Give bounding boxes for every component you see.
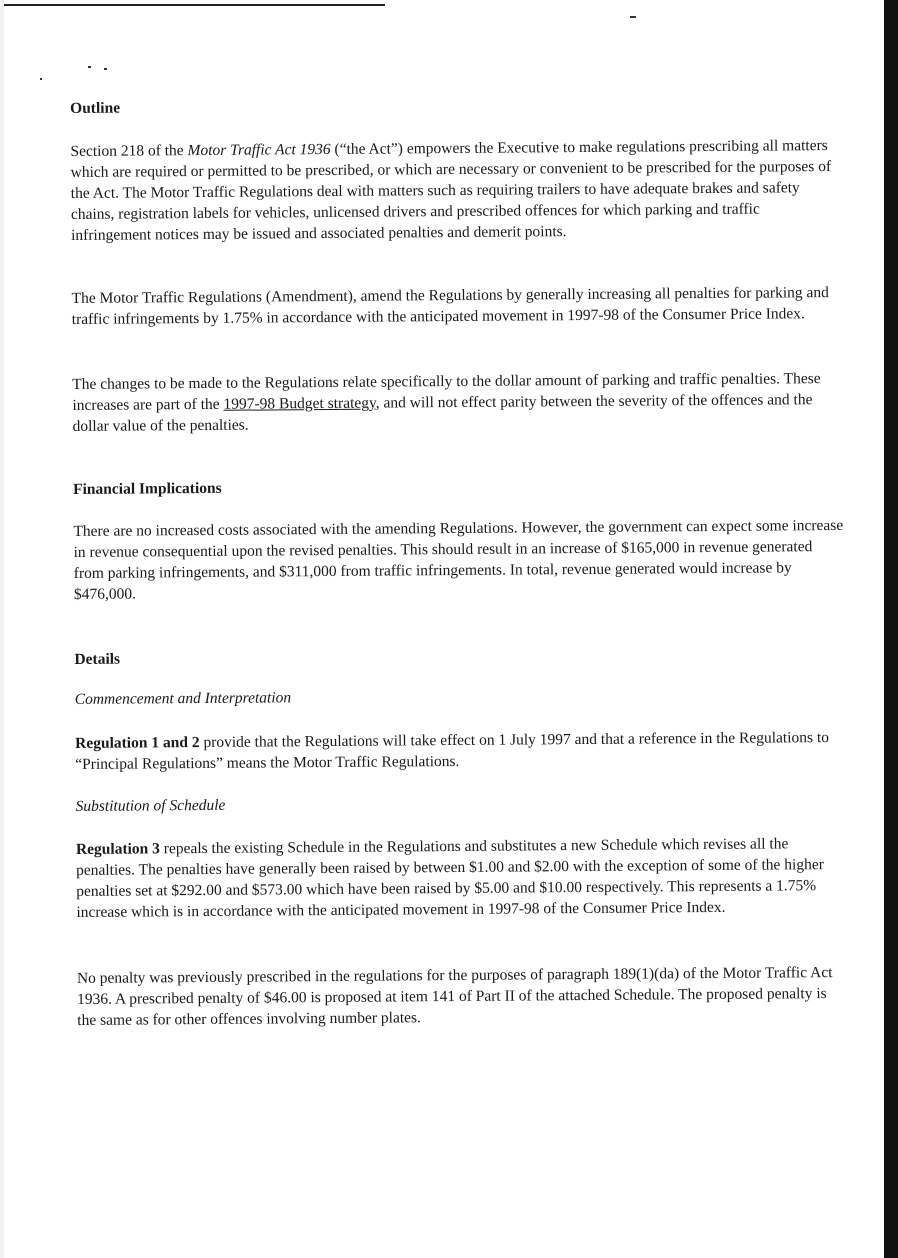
scan-edge-left [0, 0, 4, 1258]
details-heading: Details [74, 650, 121, 668]
outline-p1-pre: Section 218 of the [70, 142, 188, 160]
outline-p1-post: (“the Act”) empowers the Executive to make regulations prescribing all matters which are required or permitted to be prescribed, or which are necessary or convenient to be prescribed for the purposes of the Act. The Motor Traffic Regulations deal with matters such as requiring trailers to have adequate brakes and safety chains, registration labels for vehicles, unlicensed drivers and prescribed offences for which parking and traffic infringement notices may be issued and associated penalties and demerit points. [70, 137, 832, 244]
regulation-3-label: Regulation 3 [75, 840, 160, 858]
financial-paragraph: There are no increased costs associated with the amending Regulations. However, the government can expect some increase in revenue consequential upon the revised penalties. This should result in an increase of $165,000 in revenue generated from parking infringements, and $311,000 from traffic infringements. In total, revenue generated would increase by $476,000. [73, 516, 844, 603]
regulation-3-paragraph [76, 833, 847, 923]
budget-strategy-link: 1997-98 Budget strategy [223, 394, 376, 413]
outline-paragraph-2: The Motor Traffic Regulations (Amendment), amend the Regulations by generally increasing all penalties for parking and traffic infringements by 1.75% in accordance with the anticipated movement in 1997-98 of the Consumer Price Index. [71, 284, 829, 328]
details-section [74, 645, 844, 669]
substitution-subheading: Substitution of Schedule [75, 796, 226, 815]
scan-speck [630, 16, 636, 18]
document-body [70, 90, 844, 1029]
scan-speck [104, 68, 107, 70]
regulation-3-text: repeals the existing Schedule in the Regulations and substitutes a new Schedule which revises all the penalties. The penalties have generally been raised by between $1.00 and $2.00 with the exception of some of the higher penalties set at $292.00 and $573.00 which have been raised by $5.00 and $10.00 respectively. This represents a 1.75% increase which is in accordance with the anticipated movement in 1997-98 of the Consumer Price Index. [76, 835, 824, 921]
outline-paragraph-3 [72, 368, 842, 437]
scan-speck [40, 78, 42, 80]
regulation-1-2-paragraph [75, 727, 845, 775]
scan-edge-top [0, 4, 385, 6]
scan-speck [88, 66, 91, 68]
outline-paragraph-1 [70, 135, 841, 246]
outline-p3-post: , and will not effect parity between the severity of the offences and the dollar value of the penalties. [72, 391, 813, 435]
financial-section [73, 475, 843, 499]
commencement-subheading: Commencement and Interpretation [74, 689, 292, 708]
outline-p3-pre: The changes to be made to the Regulations relate specifically to the dollar amount of parking and traffic penalties. These increases are part of the [72, 370, 821, 414]
scan-edge-right [884, 0, 898, 1258]
regulation-1-2-text: provide that the Regulations will take effect on 1 July 1997 and that a reference in the Regulations to “Principal Regulations” means the Motor Traffic Regulations. [75, 729, 830, 773]
financial-heading: Financial Implications [73, 479, 222, 498]
outline-section [70, 94, 840, 118]
no-penalty-paragraph: No penalty was previously prescribed in the regulations for the purposes of paragraph 189(1)(da) of the Motor Traffic Act 1936. A prescribed penalty of $46.00 is proposed at item 141 of Part II of the attached Schedule. The proposed penalty is the same as for other offences involving number plates. [76, 964, 833, 1029]
outline-heading: Outline [70, 99, 121, 117]
regulation-1-2-label: Regulation 1 and 2 [75, 734, 200, 752]
act-title: Motor Traffic Act 1936 [187, 140, 331, 160]
